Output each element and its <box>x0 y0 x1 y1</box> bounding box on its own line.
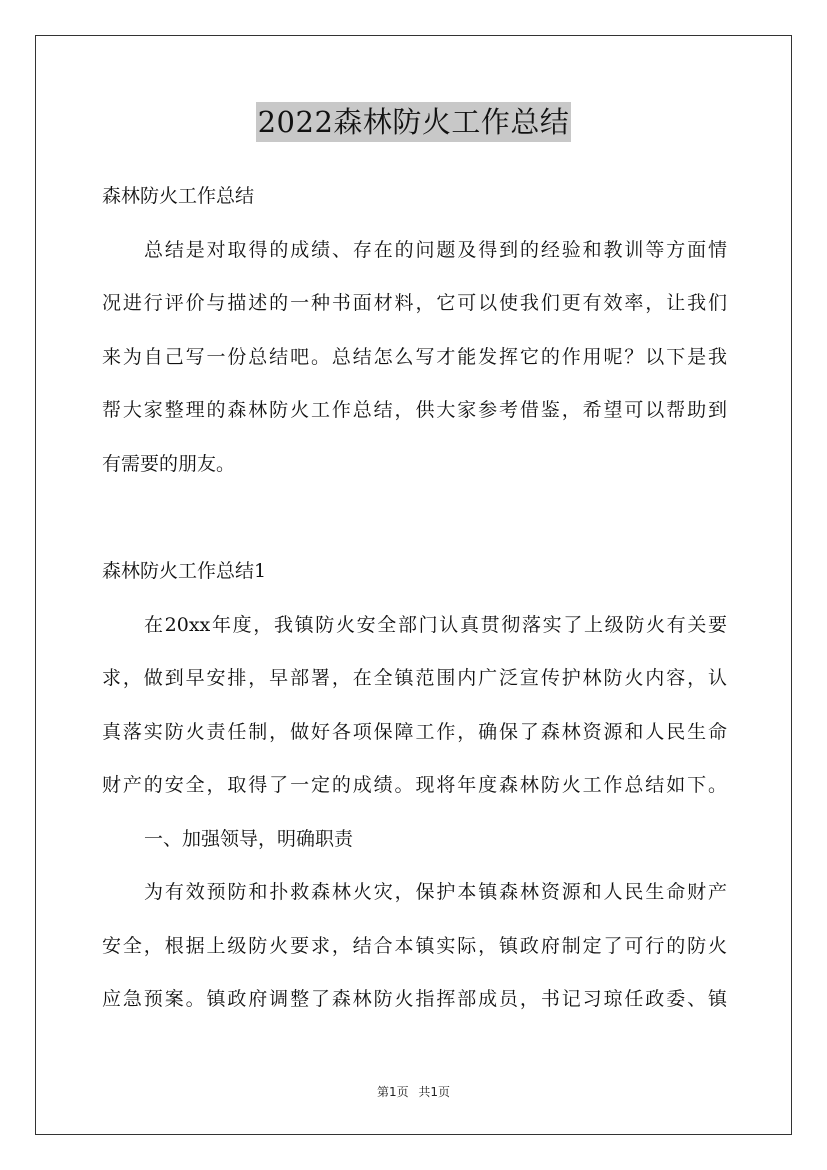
section1-line-2: 求，做到早安排，早部署，在全镇范围内广泛宣传护林防火内容，认 <box>102 667 727 689</box>
heading-2: 森林防火工作总结1 <box>102 560 267 582</box>
section2-line-3: 应急预案。镇政府调整了森林防火指挥部成员，书记习琼任政委、镇 <box>102 988 727 1010</box>
section2-line-2: 安全，根据上级防火要求，结合本镇实际，镇政府制定了可行的防火 <box>102 934 727 957</box>
intro-line-3: 来为自己写一份总结吧。总结怎么写才能发挥它的作用呢？以下是我 <box>102 345 727 368</box>
subheading-1: 一、加强领导，明确职责 <box>144 827 354 850</box>
section2-line-1: 为有效预防和扑救森林火灾，保护本镇森林资源和人民生命财产 <box>144 881 727 903</box>
intro-line-1: 总结是对取得的成绩、存在的问题及得到的经验和教训等方面情 <box>144 238 727 261</box>
document-title: 2022森林防火工作总结 <box>256 102 572 142</box>
intro-line-4: 帮大家整理的森林防火工作总结，供大家参考借鉴，希望可以帮助到 <box>102 399 727 421</box>
section1-line-4: 财产的安全，取得了一定的成绩。现将年度森林防火工作总结如下。 <box>102 774 727 796</box>
paragraph-spacer <box>102 491 727 545</box>
intro-line-2: 况进行评价与描述的一种书面材料，它可以使我们更有效率，让我们 <box>102 292 727 314</box>
intro-line-5: 有需要的朋友。 <box>102 452 236 475</box>
section1-line-1: 在20xx年度，我镇防火安全部门认真贯彻落实了上级防火有关要 <box>144 613 727 636</box>
page-total: 共1页 <box>418 1085 451 1099</box>
page-footer <box>0 1083 827 1100</box>
document-body <box>102 170 727 1027</box>
page-number: 第1页 <box>376 1085 409 1099</box>
section1-line-3: 真落实防火责任制，做好各项保障工作，确保了森林资源和人民生命 <box>102 720 727 743</box>
title-container <box>0 102 827 142</box>
heading-1: 森林防火工作总结 <box>102 185 255 207</box>
